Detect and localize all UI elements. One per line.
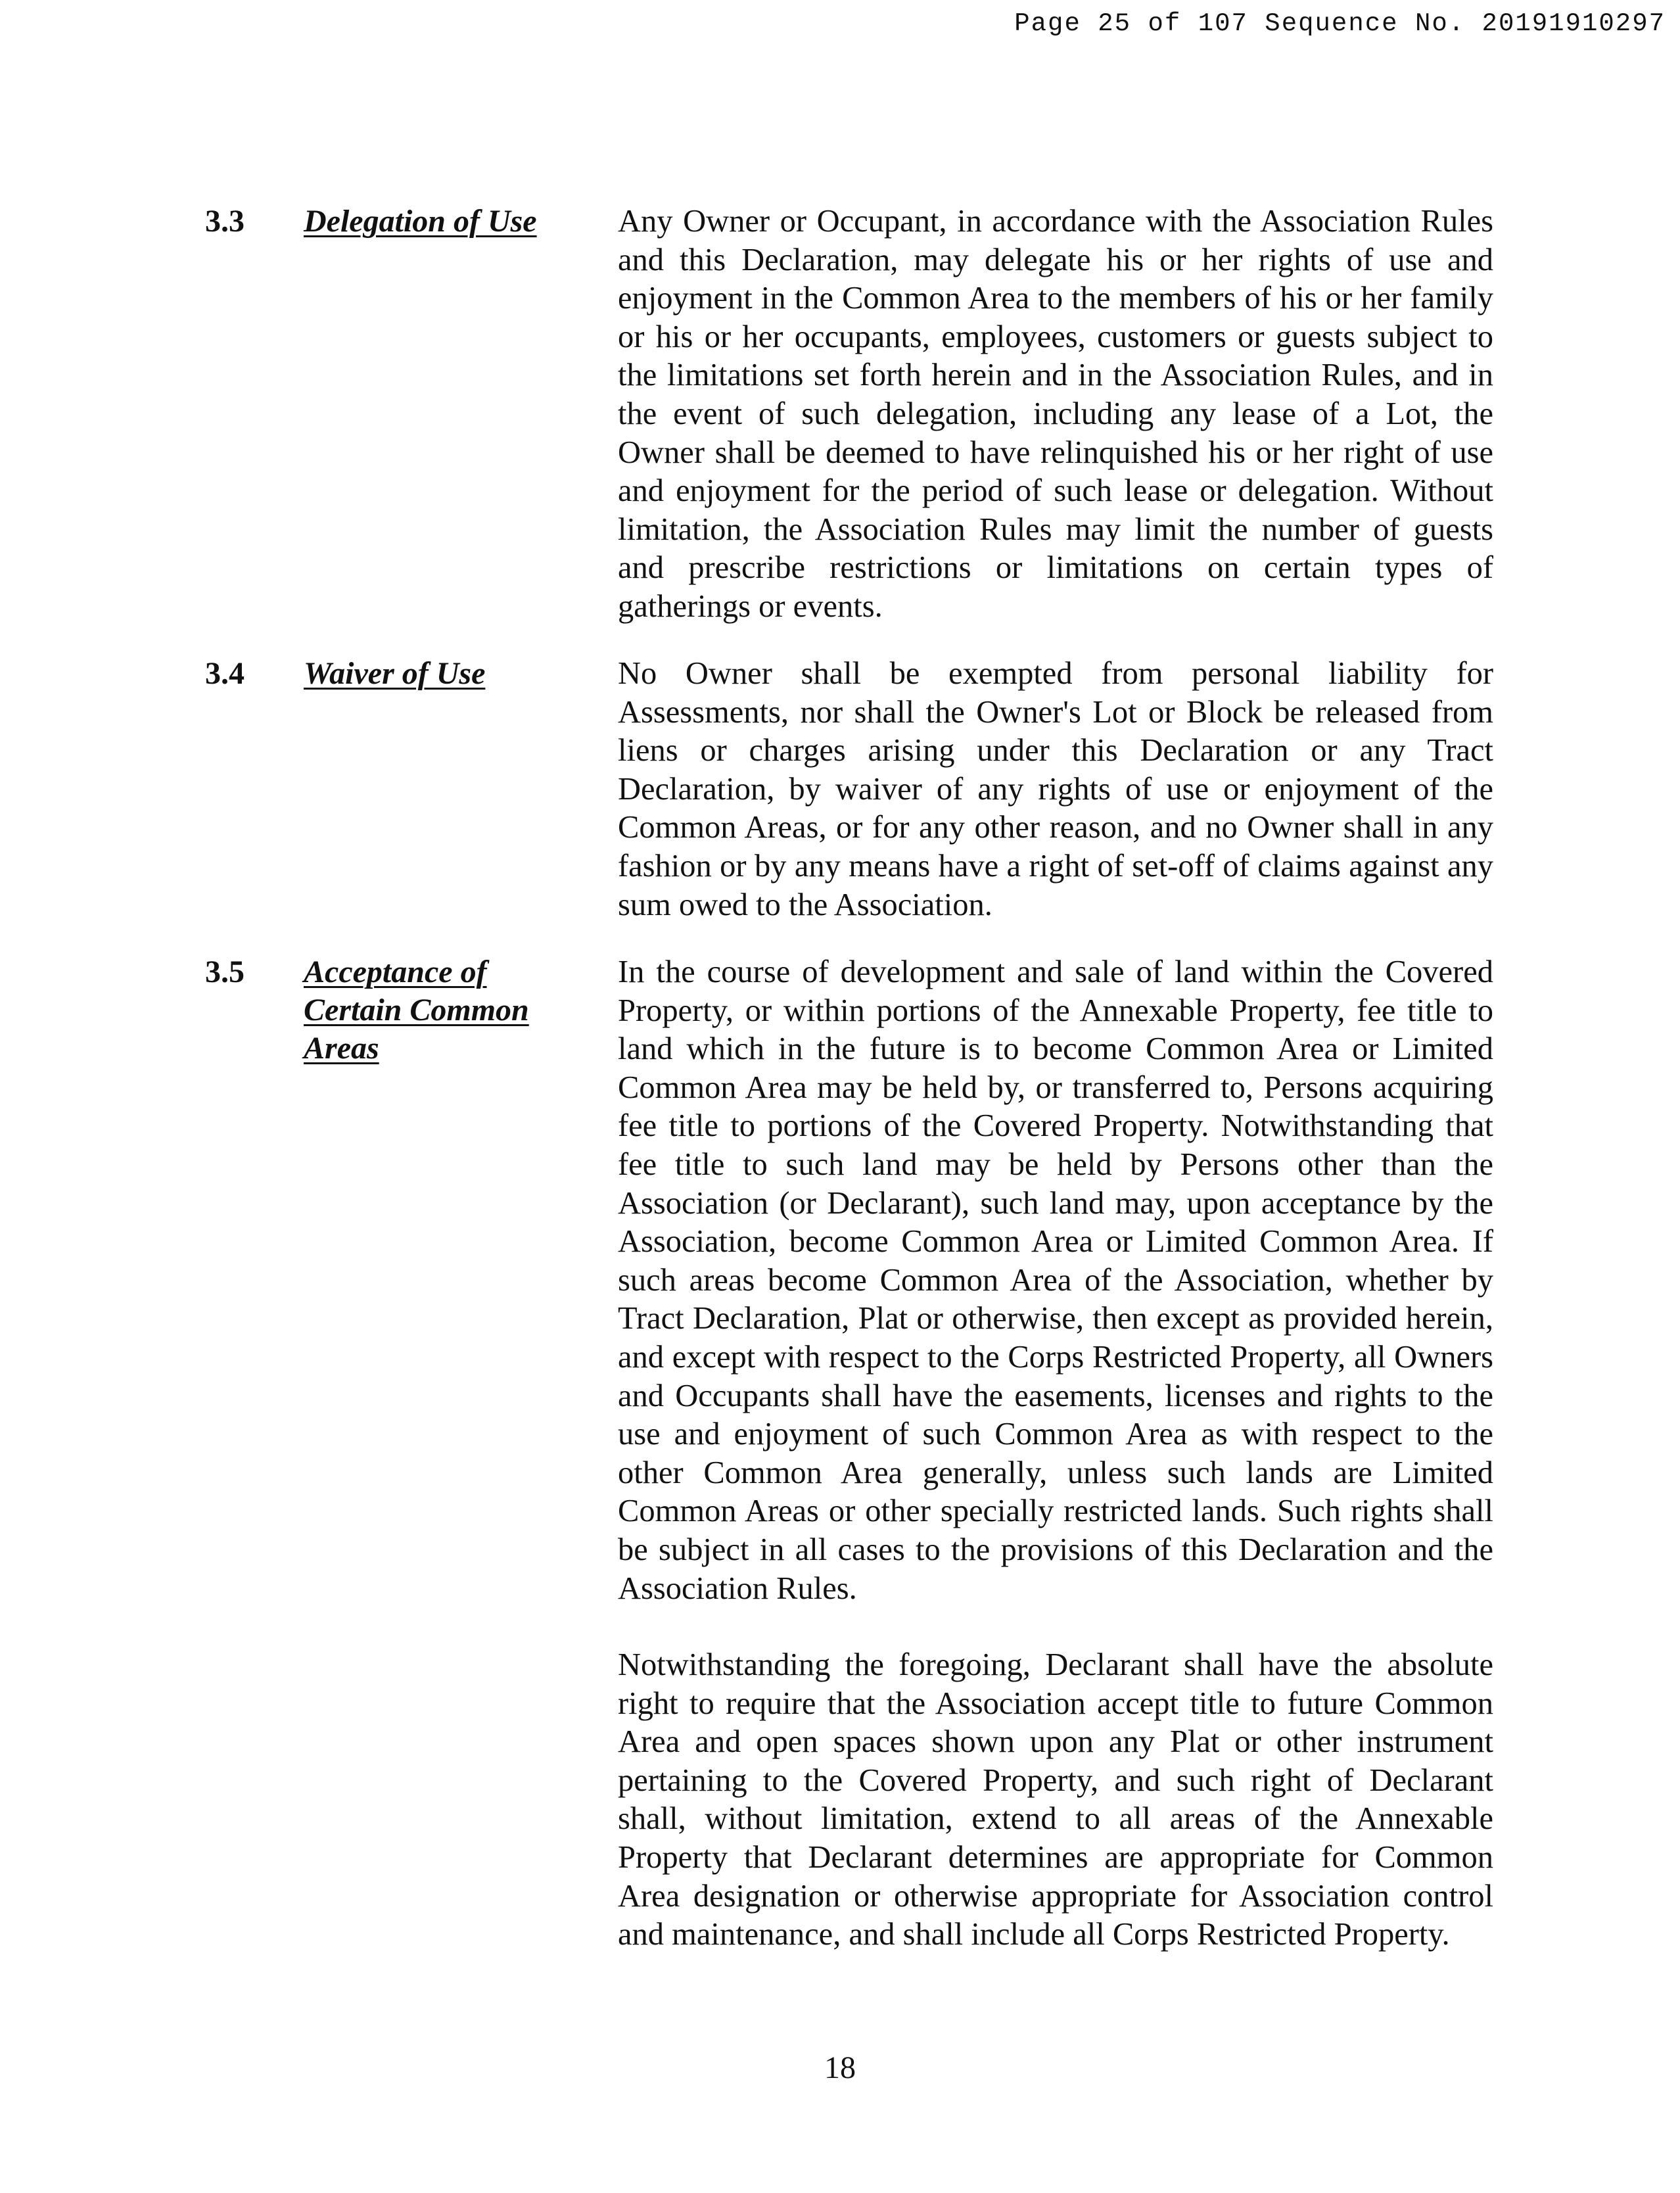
- section-title: Waiver of Use: [304, 656, 486, 691]
- section-body: [618, 953, 1493, 1954]
- section-paragraph: No Owner shall be exempted from personal liability for Assessments, nor shall the Owner's Lot or Block be released from liens or charges arising under this Declaration or any Tract Declaration, by waiver of any rights of use or enjoyment of the Common Areas, or for any other reason, and no Owner shall in any fashion or by any means have a right of set-off of claims against any sum owed to the Association.: [618, 656, 1493, 922]
- section-body: [618, 655, 1493, 924]
- section-paragraph: Notwithstanding the foregoing, Declarant shall have the absolute right to require that the Association accept title to future Common Area and open spaces shown upon any Plat or other instrument pertaining to the Covered Property, and such right of Declarant shall, without limitation, extend to all areas of the Annexable Property that Declarant determines are appropriate for Common Area designation or otherwise appropriate for Association control and maintenance, and shall include all Corps Restricted Property.: [618, 1647, 1493, 1952]
- section-body: [618, 202, 1493, 626]
- page-sequence-header: Page 25 of 107 Sequence No. 20191910297: [1014, 9, 1666, 38]
- section-title: Acceptance of Certain Common Areas: [304, 955, 529, 1066]
- section-paragraph: Any Owner or Occupant, in accordance with the Association Rules and this Declaration, may delegate his or her rights of use and enjoyment in the Common Area to the members of his or her family or his or her occupants, employees, customers or guests subject to the limitations set forth herein and in the Association Rules, and in the event of such delegation, including any lease of a Lot, the Owner shall be deemed to have relinquished his or her right of use and enjoyment for the period of such lease or delegation. Without limitation, the Association Rules may limit the number of guests and prescribe restrictions or limitations on certain types of gatherings or events.: [618, 204, 1493, 624]
- section-title: Delegation of Use: [304, 204, 537, 239]
- section-number: 3.4: [205, 656, 245, 691]
- section-number: 3.5: [205, 955, 245, 989]
- page-number: 18: [824, 2050, 856, 2085]
- section-paragraph: In the course of development and sale of land within the Covered Property, or within portions of the Annexable Property, fee title to land which in the future is to become Common Area or Limited Common Area may be held by, or transferred to, Persons acquiring fee title to portions of the Covered Property. Notwithstanding that fee title to such land may be held by Persons other than the Association (or Declarant), such land may, upon acceptance by the Association, become Common Area or Limited Common Area. If such areas become Common Area of the Association, whether by Tract Declaration, Plat or otherwise, then except as provided herein, and except with respect to the Corps Restricted Property, all Owners and Occupants shall have the easements, licenses and rights to the use and enjoyment of such Common Area as with respect to the other Common Area generally, unless such lands are Limited Common Areas or other specially restricted lands. Such rights shall be subject in all cases to the provisions of this Declaration and the Association Rules.: [618, 955, 1493, 1606]
- section-number: 3.3: [205, 204, 245, 239]
